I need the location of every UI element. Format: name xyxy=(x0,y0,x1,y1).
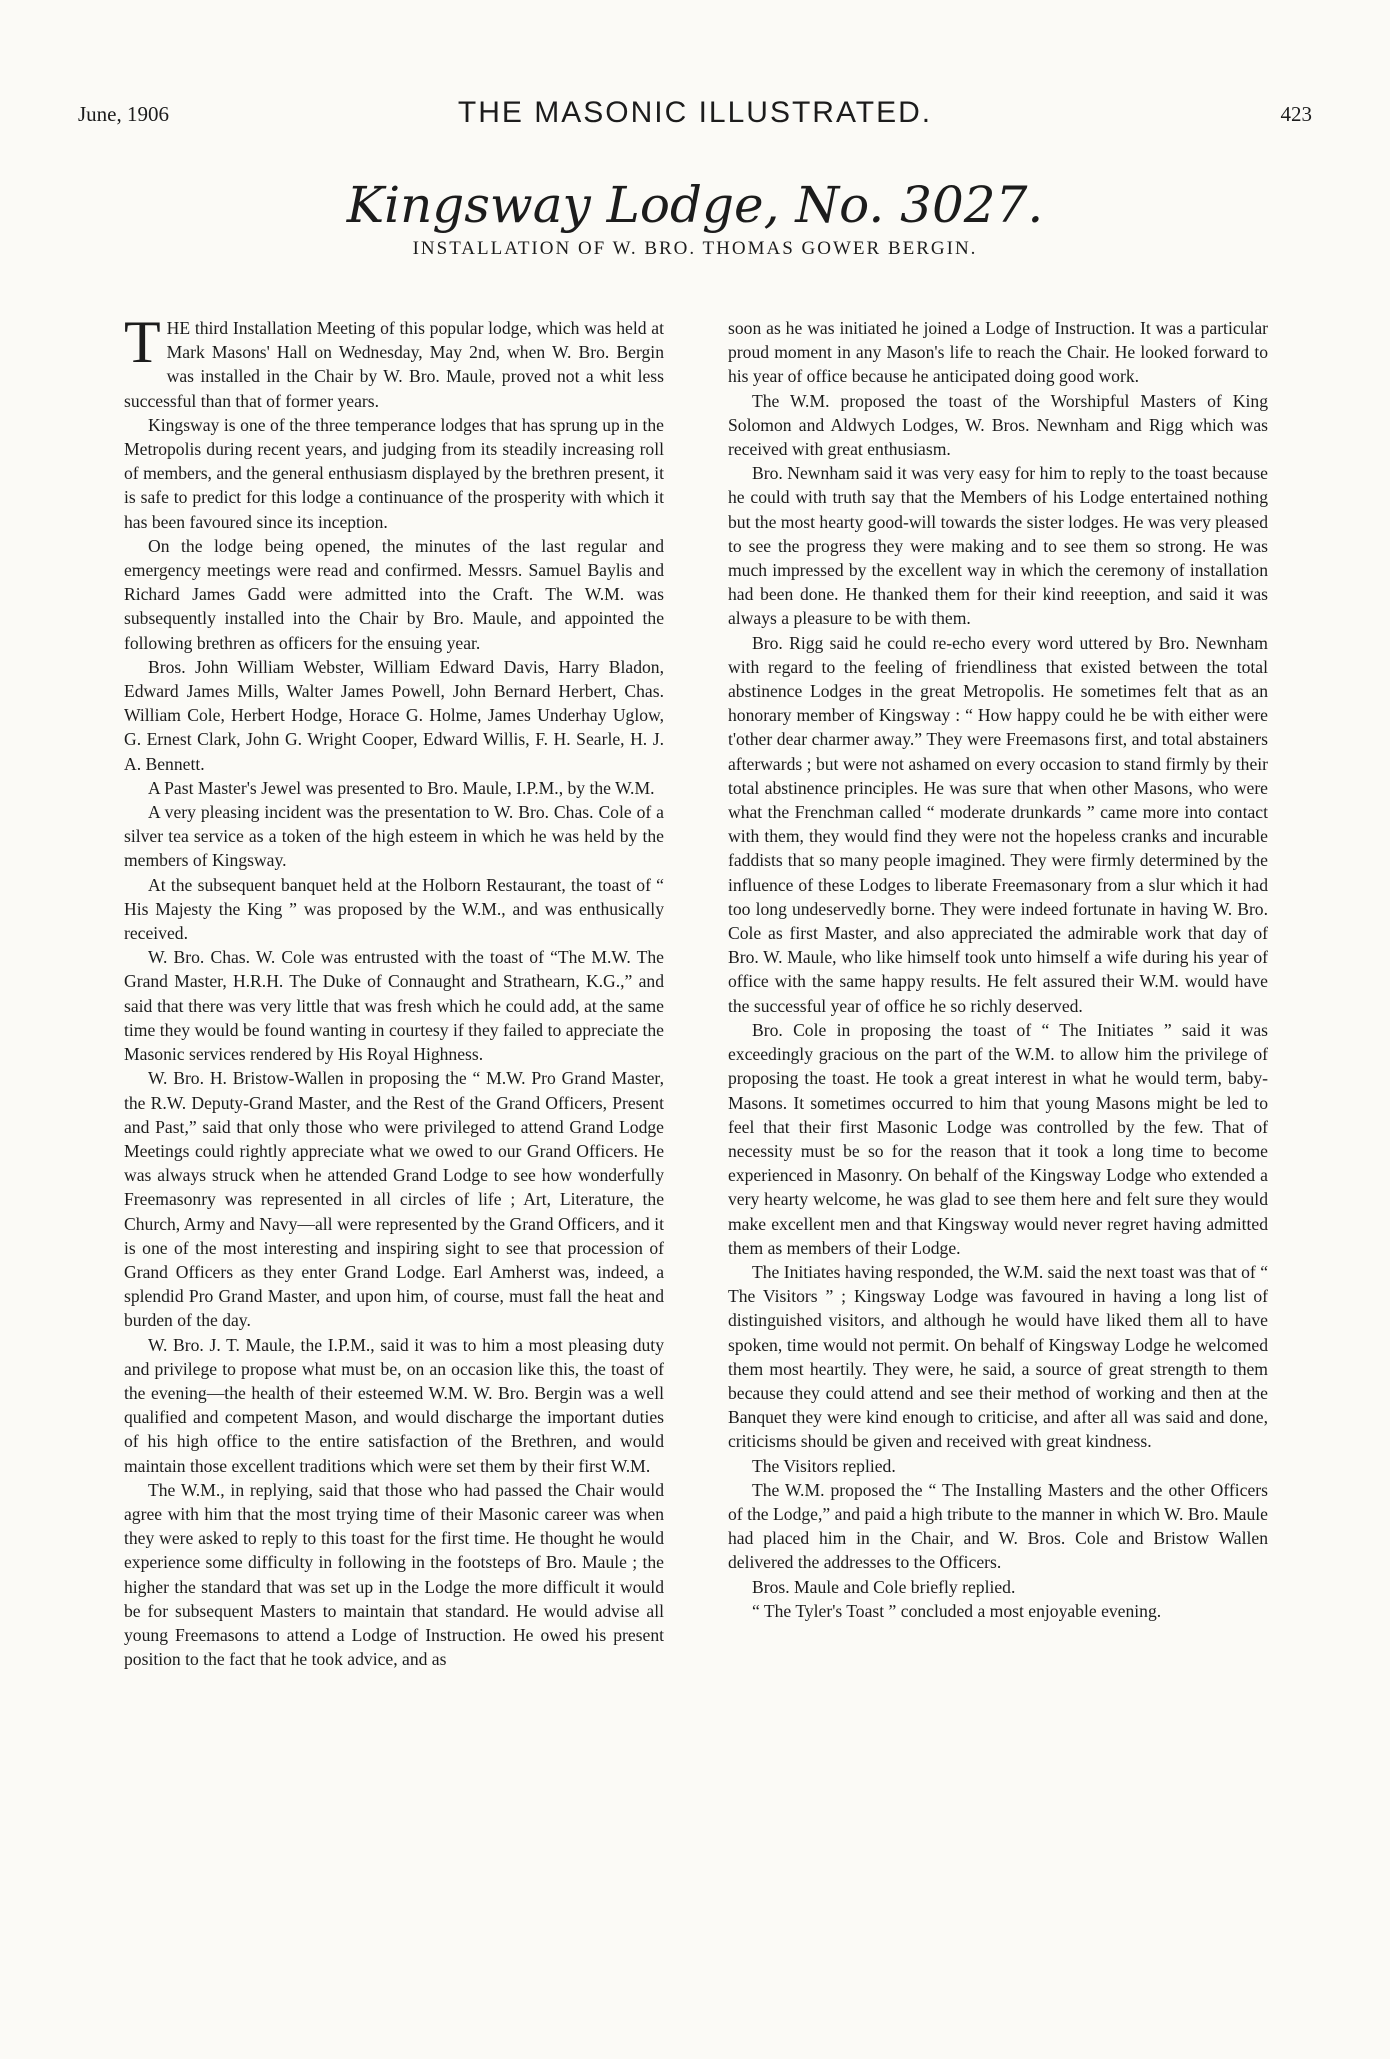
paragraph: W. Bro. Chas. W. Cole was entrusted with the toast of “The M.W. The Grand Master, H.R.H. The Duke of Connaught and Strathearn, K.G.,” and said that there was very little that was fresh which he could add, at the same time they would be found wanting in courtesy if they failed to appreciate the Masonic services rendered by His Royal Highness. xyxy=(124,947,664,1065)
paragraph: At the subsequent banquet held at the Holborn Restaurant, the toast of “ His Majesty the King ” was proposed by the W.M., and was enthusically received. xyxy=(124,874,664,944)
paragraph: “ The Tyler's Toast ” concluded a most enjoyable evening. xyxy=(752,1600,1162,1621)
paragraph: A very pleasing incident was the presentation to W. Bro. Chas. Cole of a silver tea service as a token of the high esteem in which he was held by the members of Kingsway. xyxy=(124,802,664,871)
paragraph: Bro. Cole in proposing the toast of “ The Initiates ” said it was exceedingly gracious on the part of the W.M. to allow him the privilege of proposing the toast. He took a great interest in what he would term, baby-Masons. It sometimes occurred to him that young Masons might be led to feel that their first Masonic Lodge was controlled by the few. That of necessity must be so for the reason that it took a long time to become experienced in Masonry. On behalf of the Kingsway Lodge who extended a very hearty welcome, he was glad to see them here and felt sure they would make excellent men and that Kingsway would never regret having admitted them as members of their Lodge. xyxy=(728,1019,1268,1258)
paragraph: Kingsway is one of the three temperance lodges that has sprung up in the Metropolis during recent years, and judging from its steadily increasing roll of members, and the general enthusiasm displayed by the brethren present, it is safe to predict for this lodge a continuance of the prosperity with which it has been favoured since its inception. xyxy=(124,414,664,532)
article-subtitle: INSTALLATION OF W. BRO. THOMAS GOWER BERGIN. xyxy=(412,238,978,259)
paragraph: The Initiates having responded, the W.M. said the next toast was that of “ The Visitors ” ; Kingsway Lodge was favoured in having a long list of distinguished visitors, and although he would have liked them all to have spoken, time would not permit. On behalf of Kingsway Lodge he welcomed them most heartily. They were, he said, a source of great strength to them because they could attend and see their method of working and then at the Banquet they were kind enough to criticise, and after all was said and done, criticisms should be given and received with great kindness. xyxy=(728,1261,1268,1452)
paragraph: On the lodge being opened, the minutes of the last regular and emergency meetings were read and confirmed. Messrs. Samuel Baylis and Richard James Gadd were admitted into the Craft. The W.M. was subsequently installed into the Chair by Bro. Maule, and appointed the following brethren as officers for the ensuing year. xyxy=(124,535,664,653)
paragraph: Bro. Rigg said he could re-echo every word uttered by Bro. Newnham with regard to the feeling of friendliness that existed between the total abstinence Lodges in the great Metropolis. He sometimes felt that as an honorary member of Kingsway : “ How happy could he be with either were t'other dear charmer away.” They were Freemasons first, and total abstainers afterwards ; but were not ashamed on every occasion to stand firmly by their total abstinence principles. He was sure that when other Masons, who were what the Frenchman called “ moderate drunkards ” came more into contact with them, they would find they were not the hopeless cranks and incurable faddists that so many people imagined. They were firmly determined by the influence of these Lodges to liberate Freemasonary from a slur which it had too long undeservedly borne. They were indeed fortunate in having W. Bro. Cole as first Master, and also appreciated the admirable work that day of Bro. W. Maule, who like himself took unto himself a wife during his year of office with the same happy results. He felt assured their W.M. would have the successful year of office he so richly deserved. xyxy=(728,632,1268,1016)
left-column xyxy=(124,316,664,1996)
paragraph: THE third Installation Meeting of this popular lodge, which was held at Mark Masons' Hall on Wednesday, May 2nd, when W. Bro. Bergin was installed in the Chair by W. Bro. Maule, proved not a whit less successful than that of former years. xyxy=(124,316,664,411)
paragraph: Bros. John William Webster, William Edward Davis, Harry Bladon, Edward James Mills, Walter James Powell, John Bernard Herbert, Chas. William Cole, Herbert Hodge, Horace G. Holme, James Underhay Uglow, G. Ernest Clark, John G. Wright Cooper, Edward Willis, F. H. Searle, H. J. A. Bennett. xyxy=(124,656,664,774)
article-title: Kingsway Lodge, No. 3027. xyxy=(346,176,1044,234)
drop-cap: T xyxy=(124,316,161,375)
paragraph: The W.M. proposed the toast of the Worshipful Masters of King Solomon and Aldwych Lodges, W. Bros. Newnham and Rigg which was received with great enthusiasm. xyxy=(728,390,1268,460)
paragraph: Bros. Maule and Cole briefly replied. xyxy=(752,1576,1016,1597)
issue-date: June, 1906 xyxy=(78,102,169,126)
paragraph: The Visitors replied. xyxy=(752,1455,896,1476)
journal-title: THE MASONIC ILLUSTRATED. xyxy=(457,96,933,129)
paragraph: W. Bro. J. T. Maule, the I.P.M., said it was to him a most pleasing duty and privilege to propose what must be, on an occasion like this, the toast of the evening—the health of their esteemed W.M. W. Bro. Bergin was a well qualified and competent Mason, and would discharge the important duties of his high office to the entire satisfaction of the Brethren, and would maintain those excellent traditions which were set them by their first W.M. xyxy=(124,1334,664,1476)
paragraph: The W.M. proposed the “ The Installing Masters and the other Officers of the Lodge,” and paid a high tribute to the manner in which W. Bro. Maule had placed him in the Chair, and W. Bros. Cole and Bristow Wallen delivered the addresses to the Officers. xyxy=(728,1479,1268,1573)
paragraph: Bro. Newnham said it was very easy for him to reply to the toast because he could with truth say that the Members of his Lodge entertained nothing but the most hearty good-will towards the sister lodges. He was very pleased to see the progress they were making and to see them so strong. He was much impressed by the excellent way in which the ceremony of installation had been done. He thanked them for their kind reeeption, and said it was always a pleasure to be with them. xyxy=(728,463,1268,629)
paragraph: A Past Master's Jewel was presented to Bro. Maule, I.P.M., by the W.M. xyxy=(148,777,655,798)
running-head xyxy=(78,96,1312,136)
paragraph: soon as he was initiated he joined a Lodge of Instruction. It was a particular proud moment in any Mason's life to reach the Chair. He looked forward to his year of office because he anticipated doing good work. xyxy=(728,318,1268,387)
right-column xyxy=(728,316,1268,1996)
page-number: 423 xyxy=(1280,102,1312,126)
paragraph: W. Bro. H. Bristow-Wallen in proposing the “ M.W. Pro Grand Master, the R.W. Deputy-Grand Master, and the Rest of the Grand Officers, Present and Past,” said that only those who were privileged to attend Grand Lodge Meetings could rightly appreciate what we owed to our Grand Officers. He was always struck when he attended Grand Lodge to see how wonderfully Freemasonry was represented in all circles of life ; Art, Literature, the Church, Army and Navy—all were represented by the Grand Officers, and it is one of the most interesting and inspiring sight to see that procession of Grand Officers as they enter Grand Lodge. Earl Amherst was, indeed, a splendid Pro Grand Master, and upon him, of course, must fall the heat and burden of the day. xyxy=(124,1068,664,1331)
paragraph: The W.M., in replying, said that those who had passed the Chair would agree with him that the most trying time of their Masonic career was when they were asked to reply to this toast for the first time. He thought he would experience some difficulty in following in the footsteps of Bro. Maule ; the higher the standard that was set up in the Lodge the more difficult it would be for subsequent Masters to maintain that standard. He would advise all young Freemasons to attend a Lodge of Instruction. He owed his present position to the fact that he took advice, and as xyxy=(124,1479,664,1670)
